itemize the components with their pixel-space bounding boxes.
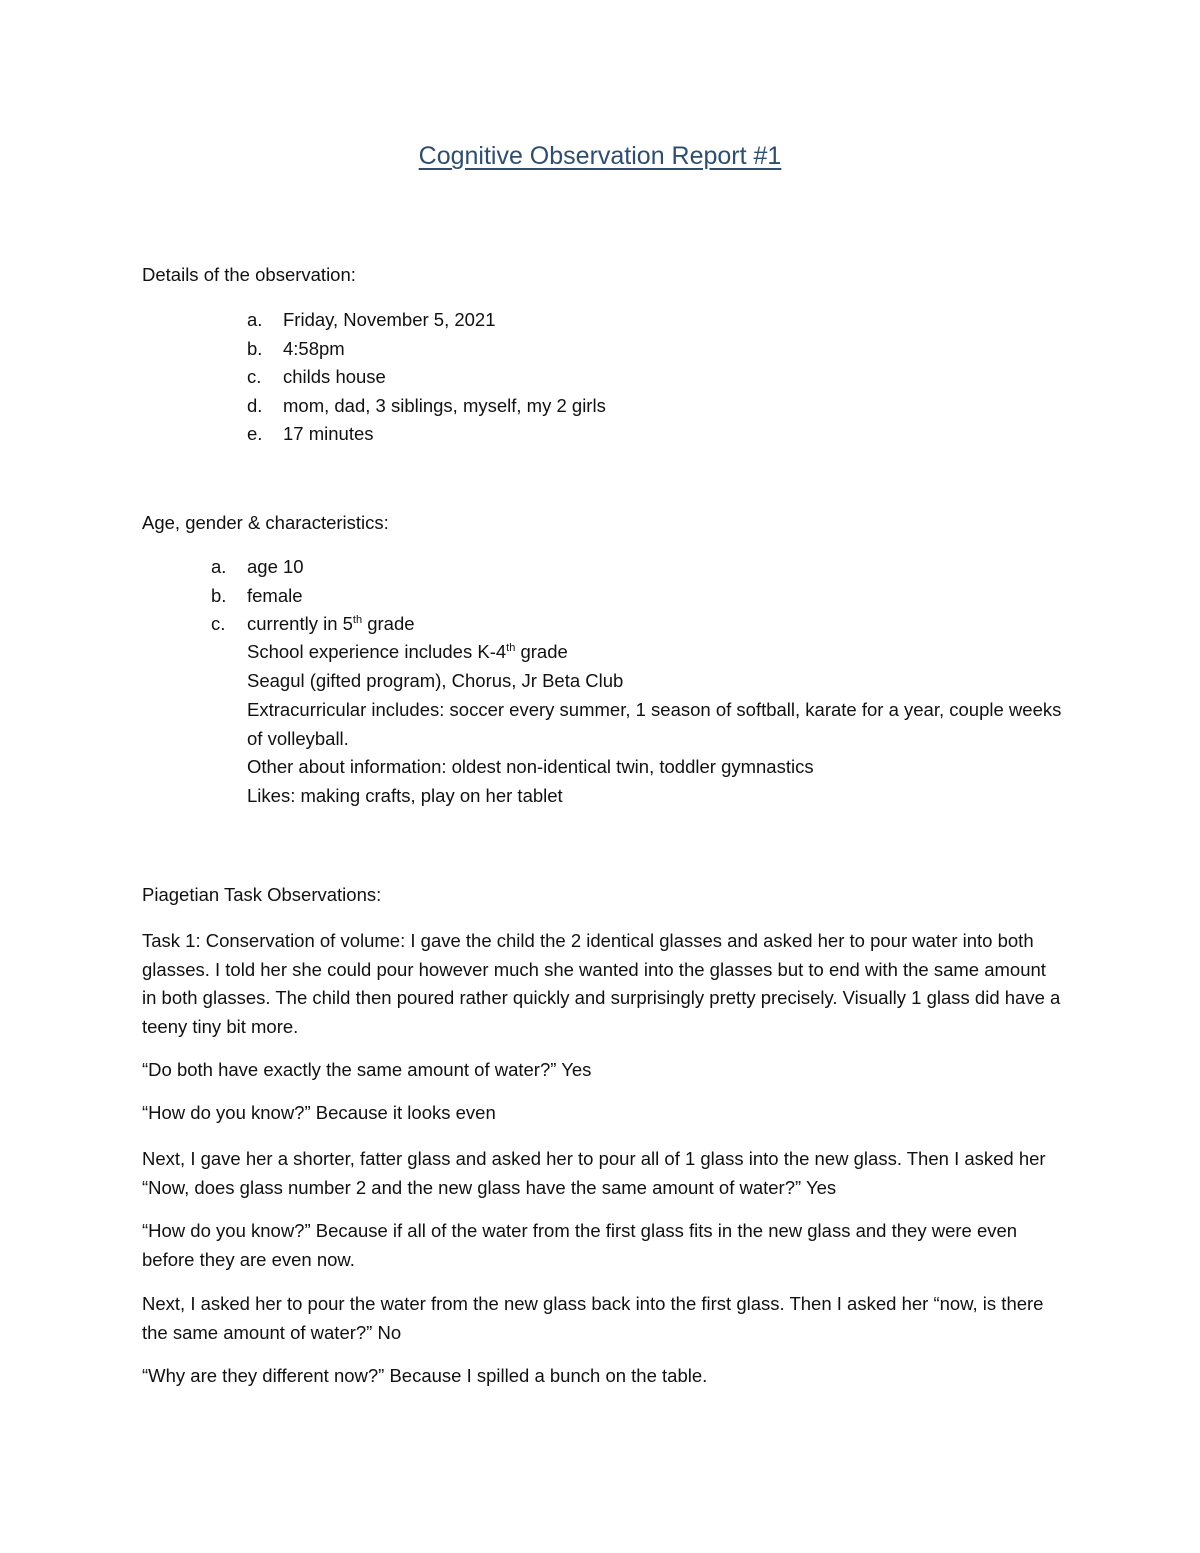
- page-title: Cognitive Observation Report #1: [418, 142, 782, 170]
- list-marker: c.: [211, 613, 226, 634]
- list-item: [247, 363, 606, 392]
- next-step-paragraph: Next, I gave her a shorter, fatter glass and asked her to pour all of 1 glass into the new glass. Then I asked her “Now, does glass number 2 and the new glass have the same amount of water?” Yes: [142, 1148, 1046, 1198]
- grade-text: currently in 5th grade: [247, 613, 415, 634]
- list-item-text: age 10: [247, 556, 304, 577]
- characteristics-list: [211, 553, 415, 639]
- list-item: [211, 610, 415, 639]
- list-item-text: female: [247, 584, 303, 606]
- list-item: [247, 420, 606, 449]
- list-item: [211, 582, 415, 611]
- extracurricular-text: Extracurricular includes: soccer every summer, 1 season of softball, karate for a year, couple weeks of volleyball.: [247, 699, 1062, 749]
- school-experience-text: School experience includes K-4th grade: [247, 641, 568, 662]
- task1-paragraph: Task 1: Conservation of volume: I gave the child the 2 identical glasses and asked her to pour water into both glasses. I told her she could pour however much she wanted into the glasses but to end with the same amount in both glasses. The child then poured rather quickly and surprisingly pretty precisely. Visually 1 glass did have a teeny tiny bit more.: [142, 930, 1061, 1037]
- next-step-paragraph: Next, I asked her to pour the water from the new glass back into the first glass. Then I asked her “now, is there the same amount of water?” No: [142, 1293, 1044, 1343]
- question-paragraph: “Do both have exactly the same amount of water?” Yes: [142, 1059, 592, 1080]
- list-item-text: mom, dad, 3 siblings, myself, my 2 girls: [283, 394, 606, 416]
- list-item-text: 4:58pm: [283, 337, 345, 359]
- list-item-text: Friday, November 5, 2021: [283, 309, 496, 330]
- programs-text: Seagul (gifted program), Chorus, Jr Beta Club: [247, 670, 624, 691]
- question-paragraph: “How do you know?” Because if all of the water from the first glass fits in the new glass and they were even before they are even now.: [142, 1220, 1018, 1270]
- list-marker: b.: [247, 337, 263, 359]
- list-marker: d.: [247, 394, 263, 416]
- list-marker: b.: [211, 584, 227, 606]
- list-item-text: 17 minutes: [283, 423, 374, 444]
- list-item: [247, 392, 606, 421]
- list-marker: c.: [247, 366, 262, 387]
- list-item: [247, 306, 606, 335]
- details-list: [247, 306, 606, 449]
- characteristics-heading: Age, gender & characteristics:: [142, 512, 389, 533]
- piagetian-heading: Piagetian Task Observations:: [142, 884, 382, 905]
- list-marker: a.: [247, 309, 263, 330]
- list-item: [247, 335, 606, 364]
- list-marker: a.: [211, 556, 227, 577]
- details-heading: Details of the observation:: [142, 264, 356, 285]
- other-info-text: Other about information: oldest non-identical twin, toddler gymnastics: [247, 756, 814, 777]
- list-item-text: childs house: [283, 366, 386, 387]
- list-item: [211, 553, 415, 582]
- likes-text: Likes: making crafts, play on her tablet: [247, 785, 563, 806]
- question-paragraph: “Why are they different now?” Because I spilled a bunch on the table.: [142, 1365, 708, 1386]
- list-marker: e.: [247, 423, 263, 444]
- question-paragraph: “How do you know?” Because it looks even: [142, 1102, 496, 1123]
